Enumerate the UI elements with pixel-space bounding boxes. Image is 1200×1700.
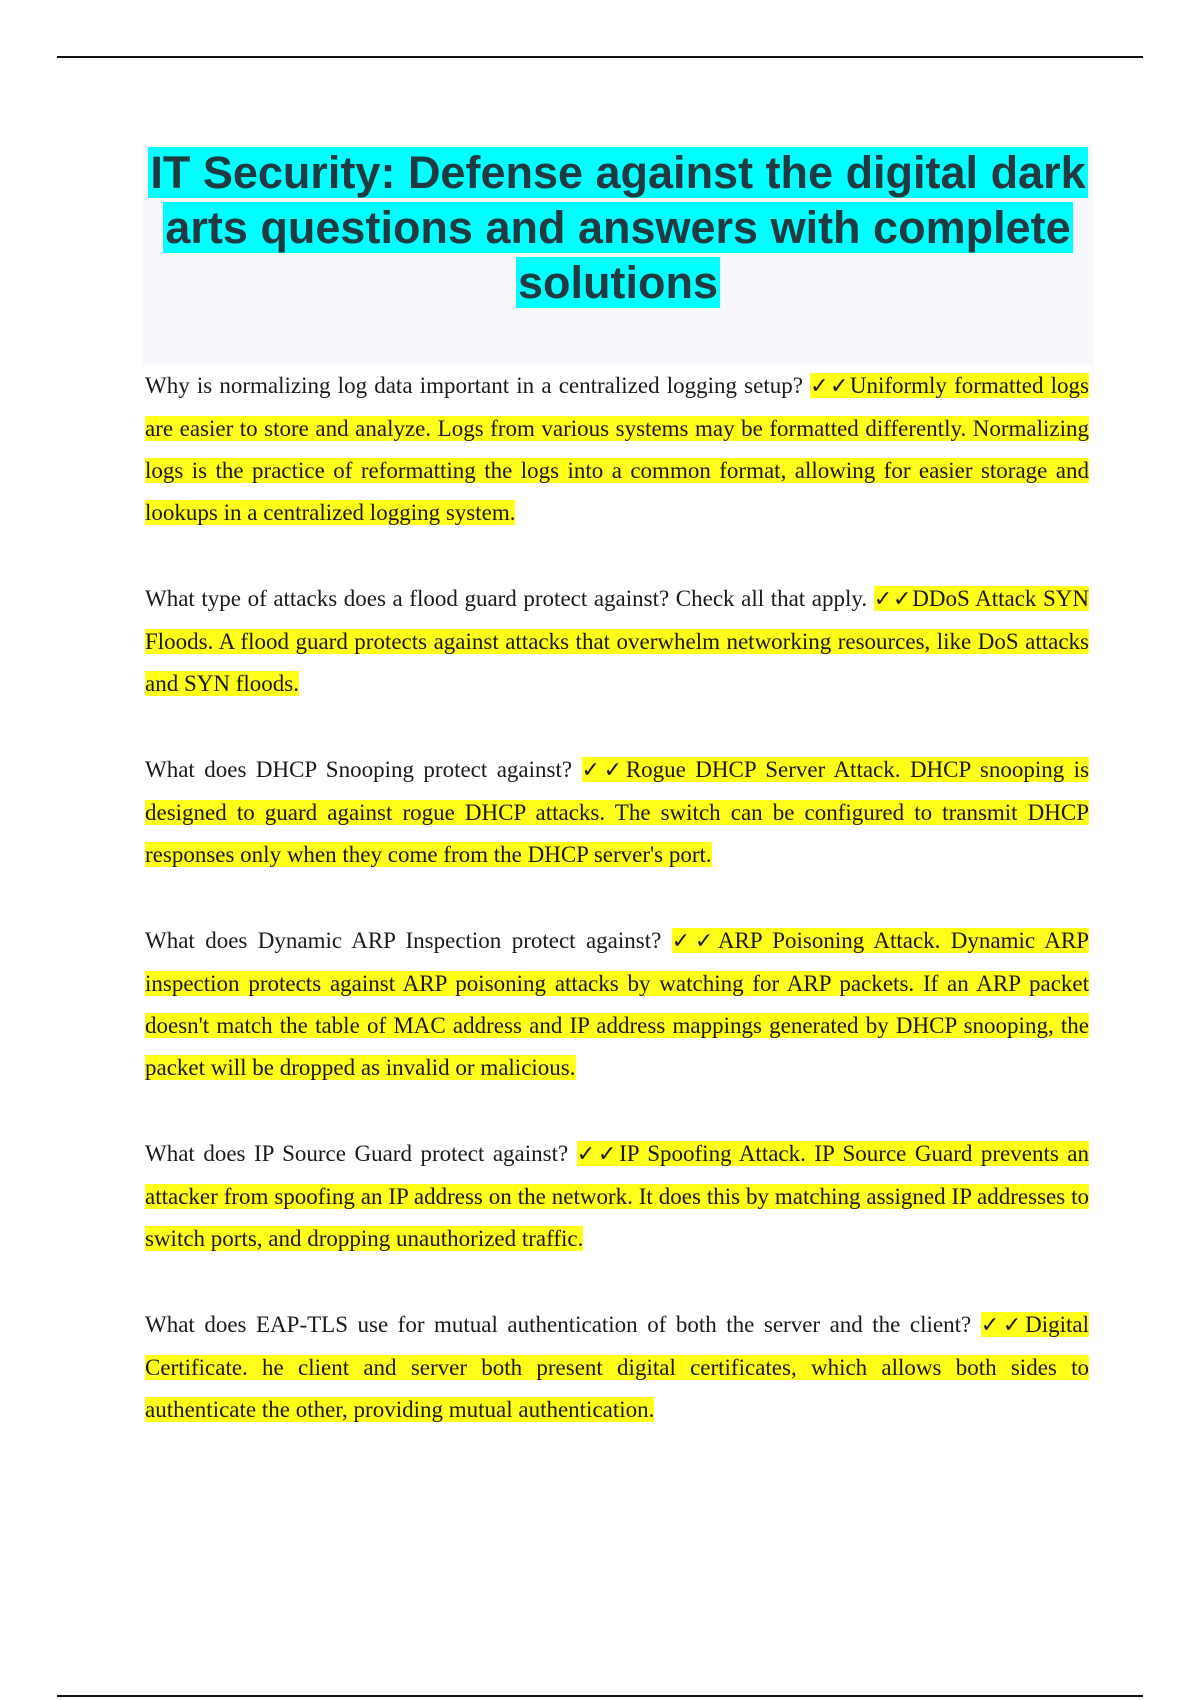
double-check-icon: ✓✓ [581,758,626,783]
answer-text: Rogue DHCP Server Attack. DHCP snooping is designed to guard against rogue DHCP attacks. The switch can be configured to transmit DHCP responses only when they come from the DHCP server's port. [145,757,1090,867]
question-text: What does DHCP Snooping protect against? [145,757,573,782]
double-check-icon: ✓✓ [810,374,850,399]
question-text: What does EAP-TLS use for mutual authentication of both the server and the client? [145,1312,972,1337]
bottom-divider [57,1695,1143,1697]
double-check-icon: ✓✓ [576,1142,620,1167]
qa-item [145,749,1089,876]
qa-item [145,920,1089,1089]
question-text: What does IP Source Guard protect against? [145,1141,569,1166]
answer-text: IP Spoofing Attack. IP Source Guard prevents an attacker from spoofing an IP address on the network. It does this by matching assigned IP addresses to switch ports, and dropping unauthorized traffic. [145,1141,1090,1251]
qa-item [145,365,1089,534]
title-highlight: IT Security: Defense against the digital dark arts questions and answers with complete solutions [150,147,1086,308]
question-text: What type of attacks does a flood guard protect against? Check all that apply. [145,586,868,611]
answer-text: ARP Poisoning Attack. Dynamic ARP inspection protects against ARP poisoning attacks by watching for ARP packets. If an ARP packet doesn't match the table of MAC address and IP address mappings generated by DHCP snooping, the packet will be dropped as invalid or malicious. [145,928,1089,1080]
answer-text: Uniformly formatted logs are easier to store and analyze. Logs from various systems may be formatted differently. Normalizing logs is the practice of reformatting the logs into a common format, allowing for easier storage and lookups in a centralized logging system. [145,373,1089,525]
top-divider [57,56,1143,58]
page-title [143,145,1093,310]
answer-text: DDoS Attack SYN Floods. A flood guard protects against attacks that overwhelm networking resources, like DoS attacks and SYN floods. [145,586,1090,696]
qa-item [145,578,1089,705]
double-check-icon: ✓✓ [671,929,718,954]
question-text: What does Dynamic ARP Inspection protect against? [145,928,662,953]
answer-text: Digital Certificate. he client and server both present digital certificates, which allows both sides to authenticate the other, providing mutual authentication. [145,1312,1089,1422]
qa-list [145,365,1089,1475]
qa-item [145,1133,1089,1260]
double-check-icon: ✓✓ [980,1313,1026,1338]
double-check-icon: ✓✓ [873,587,913,612]
title-banner [143,145,1093,365]
qa-item [145,1304,1089,1431]
question-text: Why is normalizing log data important in a centralized logging setup? [145,373,803,398]
